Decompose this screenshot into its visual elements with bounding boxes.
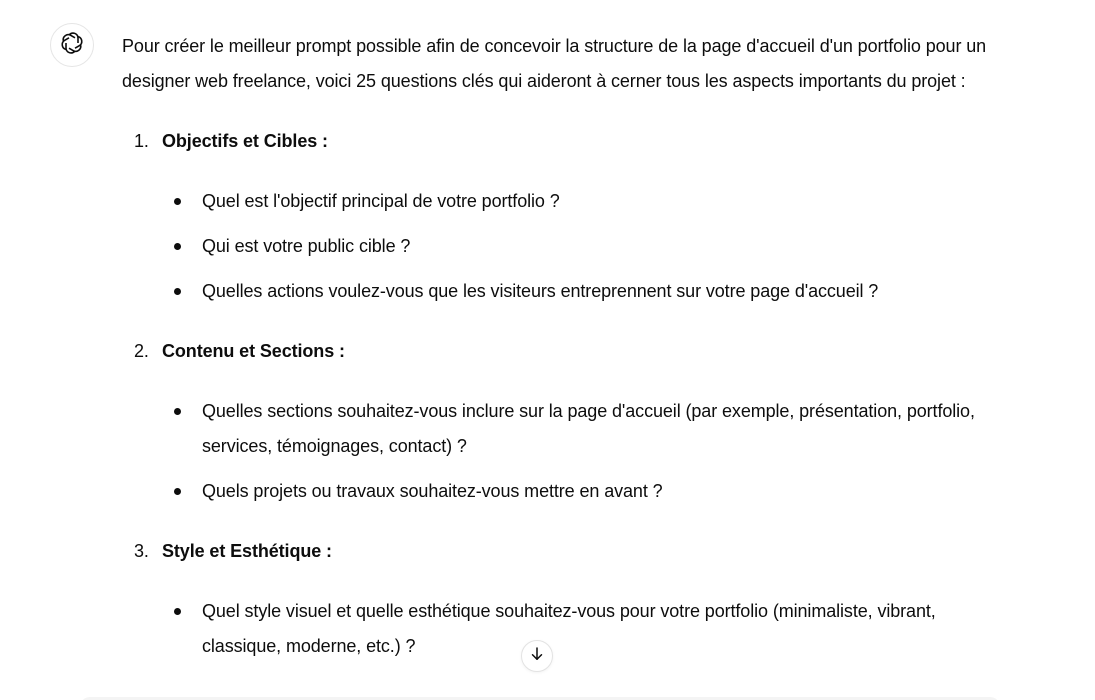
message-intro: Pour créer le meilleur prompt possible afin de concevoir la structure de la page d'accueil d'un portfolio pour un designer web freelance, voici 25 questions clés qui aideront à cerner tous les aspects importants du projet :	[122, 36, 987, 91]
section-title: Objectifs et Cibles :	[162, 131, 328, 151]
assistant-message	[122, 29, 1002, 689]
section-title: Style et Esthétique :	[162, 541, 332, 561]
question-item: Qui est votre public cible ?	[162, 229, 1002, 264]
section-list	[122, 124, 1002, 664]
section-number: 2.	[134, 341, 149, 361]
arrow-down-icon	[528, 645, 546, 668]
question-item: Quelles sections souhaitez-vous inclure sur la page d'accueil (par exemple, présentation, portfolio, services, témoignages, contact) ?	[162, 394, 1002, 464]
assistant-avatar	[50, 23, 94, 67]
section-title: Contenu et Sections :	[162, 341, 345, 361]
question-item: Quel style visuel et quelle esthétique souhaitez-vous pour votre portfolio (minimaliste, vibrant, classique, moderne, etc.) ?	[162, 594, 1002, 664]
section-item	[122, 124, 1002, 309]
section-item	[122, 334, 1002, 509]
question-list	[162, 594, 1002, 664]
section-number: 3.	[134, 541, 149, 561]
openai-logo-icon	[60, 31, 84, 60]
question-list	[162, 184, 1002, 309]
question-item: Quel est l'objectif principal de votre portfolio ?	[162, 184, 1002, 219]
section-number: 1.	[134, 131, 149, 151]
section-item	[122, 534, 1002, 664]
question-item: Quels projets ou travaux souhaitez-vous mettre en avant ?	[162, 474, 1002, 509]
question-list	[162, 394, 1002, 509]
question-item: Quelles actions voulez-vous que les visiteurs entreprennent sur votre page d'accueil ?	[162, 274, 1002, 309]
scroll-to-bottom-button[interactable]	[521, 640, 553, 672]
